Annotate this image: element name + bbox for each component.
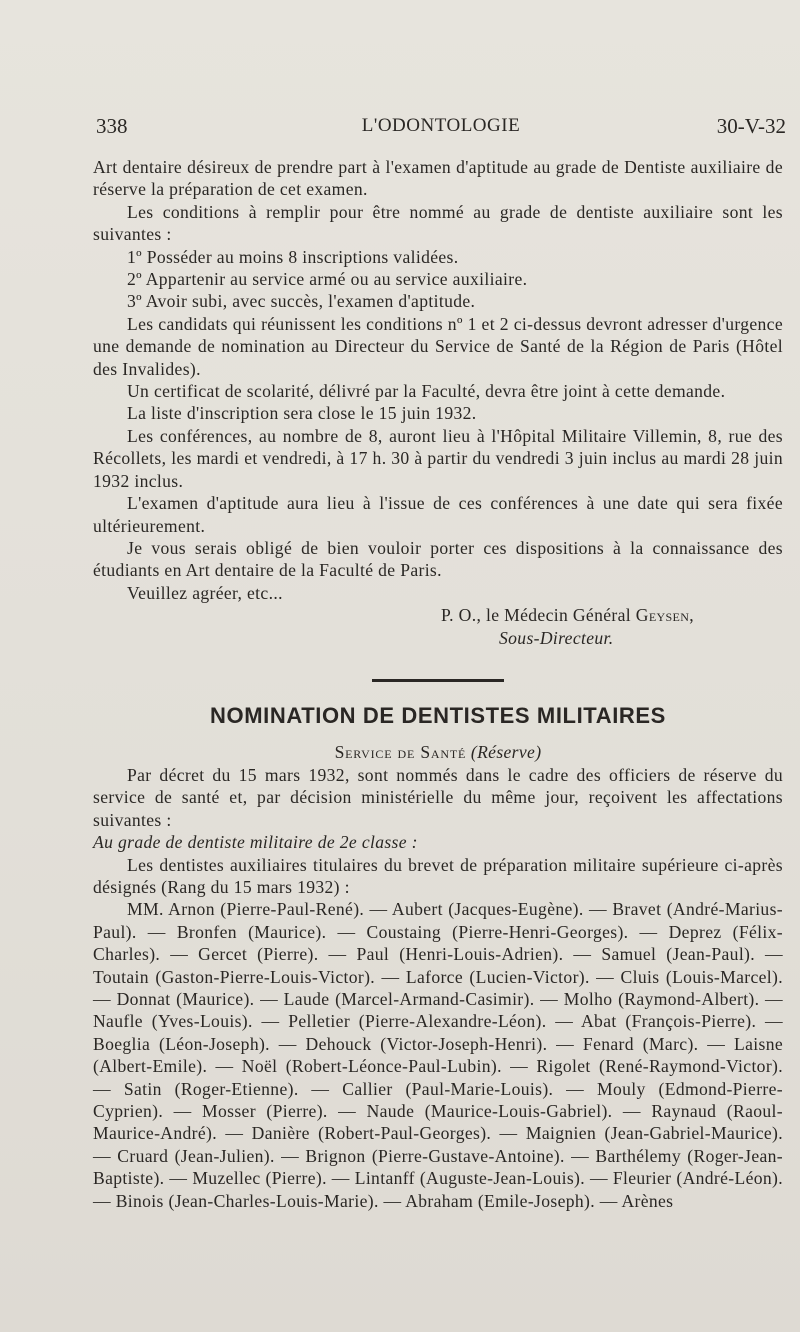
subtitle-service: Service de Santé [334, 741, 467, 762]
running-header [96, 112, 786, 140]
page-number: 338 [96, 114, 128, 138]
signature-name: Geysen, [635, 605, 694, 626]
signature-prefix: P. O., le Médecin Général [441, 605, 636, 626]
subtitle-reserve: (Réserve) [470, 741, 542, 762]
paragraph: Les conditions à remplir pour être nommé au grade de dentiste auxiliaire sont les suivantes : [93, 201, 783, 245]
section-divider [372, 679, 504, 682]
paragraph: Un certificat de scolarité, délivré par la Faculté, devra être joint à cette demande. [127, 381, 726, 402]
paragraph: Les conférences, au nombre de 8, auront lieu à l'Hôpital Militaire Villemin, 8, rue des Récollets, les mardi et vendredi, à 17 h. 30 à partir du vendredi 3 juin inclus au mardi 28 juin 1932 inclus. [93, 425, 783, 491]
paragraph: Je vous serais obligé de bien vouloir porter ces dispositions à la connaissance des étudiants en Art dentaire de la Faculté de Paris. [93, 537, 783, 581]
paragraph: Veuillez agréer, etc... [127, 582, 283, 603]
paragraph: Les dentistes auxiliaires titulaires du brevet de préparation militaire supérieure ci-après désignés (Rang du 15 mars 1932) : [93, 854, 783, 897]
paragraph: Les candidats qui réunissent les conditions nº 1 et 2 ci-dessus devront adresser d'urgence une demande de nomination au Directeur du Service de Santé de la Région de Paris (Hôtel des Invalides). [93, 313, 783, 379]
page-body [93, 156, 783, 1212]
issue-date: 30-V-32 [716, 114, 786, 138]
section-title: NOMINATION DE DENTISTES MILITAIRES [210, 702, 666, 728]
paragraph: Par décret du 15 mars 1932, sont nommés dans le cadre des officiers de réserve du service de santé et, par décision ministérielle du même jour, reçoivent les affectations suivantes : [93, 764, 783, 830]
condition-item: 2º Appartenir au service armé ou au service auxiliaire. [127, 269, 528, 290]
paragraph: L'examen d'aptitude aura lieu à l'issue de ces conférences à une date qui sera fixée ultérieurement. [93, 493, 783, 536]
section-subtitle [93, 740, 783, 764]
grade-heading: Au grade de dentiste militaire de 2e classe : [93, 832, 418, 853]
journal-title: L'ODONTOLOGIE [361, 115, 521, 136]
signature-role: Sous-Directeur. [499, 627, 614, 648]
paragraph: Art dentaire désireux de prendre part à l'examen d'aptitude au grade de Dentiste auxiliaire de réserve la préparation de cet examen. [93, 157, 783, 200]
condition-item: 1º Posséder au moins 8 inscriptions validées. [127, 246, 459, 267]
condition-item: 3º Avoir subi, avec succès, l'examen d'aptitude. [127, 291, 476, 312]
signature [93, 604, 783, 626]
paragraph: La liste d'inscription sera close le 15 juin 1932. [127, 403, 477, 424]
names-list: MM. Arnon (Pierre-Paul-René). — Aubert (Jacques-Eugène). — Bravet (André-Marius-Paul). — Bronfen (Maurice). — Coustaing (Pierre-Henri-Georges). — Deprez (Félix-Charles). — Gercet (Pierre). — Paul (Henri-Louis-Adrien). — Samuel (Jean-Paul). — Toutain (Gaston-Pierre-Louis-Victor). — Laforce (Lucien-Victor). — Cluis (Louis-Marcel). — Donnat (Maurice). — Laude (Marcel-Armand-Casimir). — Molho (Raymond-Albert). — Naufle (Yves-Louis). — Pelletier (Pierre-Alexandre-Léon). — Abat (François-Pierre). — Boeglia (Léon-Joseph). — Dehouck (Victor-Joseph-Henri). — Fenard (Marc). — Laisne (Albert-Emile). — Noël (Robert-Léonce-Paul-Lubin). — Rigolet (René-Raymond-Victor). — Satin (Roger-Etienne). — Callier (Paul-Marie-Louis). — Mouly (Edmond-Pierre-Cyprien). — Mosser (Pierre). — Naude (Maurice-Louis-Gabriel). — Raynaud (Raoul-Maurice-André). — Danière (Robert-Paul-Georges). — Maignien (Jean-Gabriel-Maurice). — Cruard (Jean-Julien). — Brignon (Pierre-Gustave-Antoine). — Barthélemy (Roger-Jean-Baptiste). — Muzellec (Pierre). — Lintanff (Auguste-Jean-Louis). — Fleurier (André-Léon). — Binois (Jean-Charles-Louis-Marie). — Abraham (Emile-Joseph). — Arènes [93, 899, 783, 1211]
